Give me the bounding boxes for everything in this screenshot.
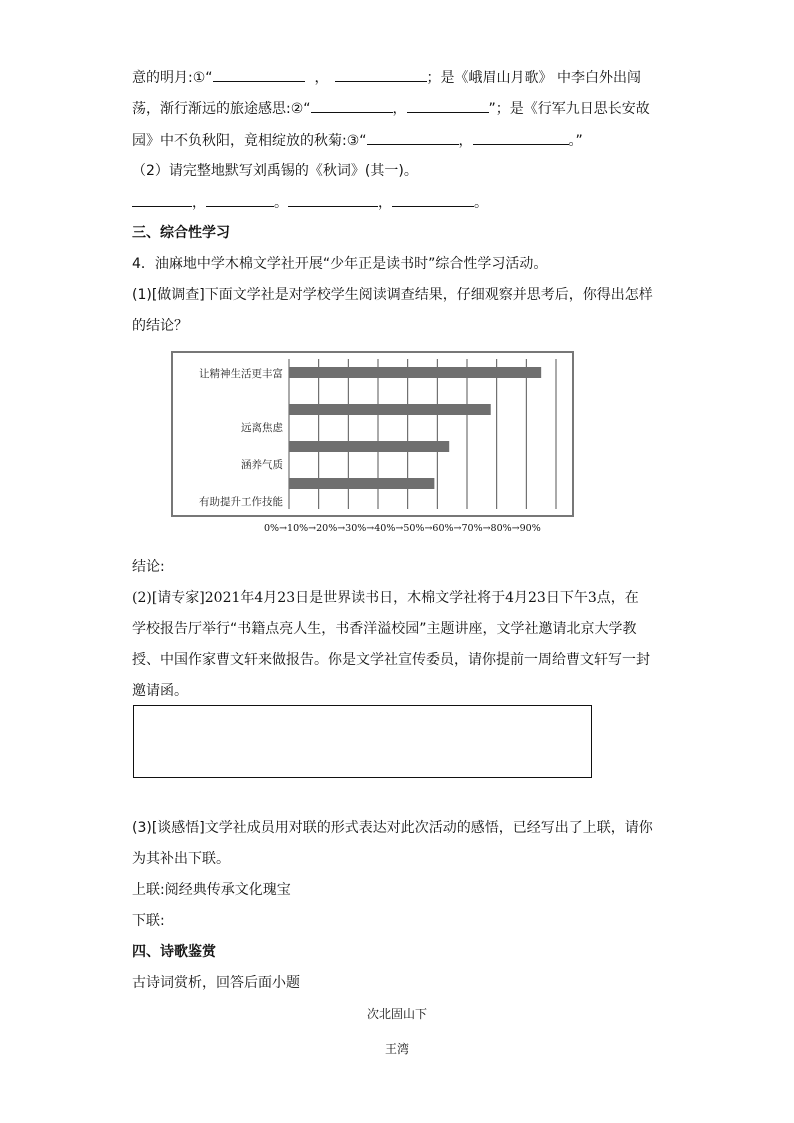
subq3-line2: 为其补出下联。 [132, 851, 230, 867]
subq2-line2: 学校报告厅举行“书籍点亮人生，书香洋溢校园”主题讲座，文学社邀请北京大学教 [132, 621, 637, 637]
answer-blank[interactable] [392, 192, 474, 207]
text: ；是《峨眉山月歌》 中李白外出闯 [426, 70, 641, 86]
poem-title: 次北固山下 [366, 1007, 427, 1021]
poem-author: 王湾 [384, 1042, 409, 1056]
question-2-prompt: （2）请完整地默写刘禹锡的《秋词》(其一)。 [132, 163, 418, 179]
text: 。” [568, 133, 583, 149]
category-label-2: 涵养气质 [241, 459, 283, 471]
invitation-answer-box[interactable] [133, 705, 592, 778]
answer-blank[interactable] [367, 130, 459, 145]
subq1-line2: 的结论？ [132, 318, 188, 334]
bar-2 [289, 441, 449, 452]
text: ， [314, 70, 329, 86]
poem-line-3 [132, 130, 583, 151]
text: 荡，渐行渐远的旅途感思:②“ [132, 101, 311, 117]
x-axis-tick-labels: 0%→10%→20%→30%→40%→50%→60%→70%→80%→90% [264, 523, 541, 534]
subq2-line1: (2)[请专家]2021年4月23日是世界读书日，木棉文学社将于4月23日下午3点，在 [132, 590, 639, 606]
category-label-1: 远离焦虑 [241, 422, 283, 434]
category-label-0: 让精神生活更丰富 [199, 368, 283, 380]
upper-couplet: 上联:阅经典传承文化瑰宝 [132, 882, 291, 898]
text: 园》中不负秋阳，竟相绽放的秋菊:③“ [132, 133, 367, 149]
text: 。 [474, 195, 488, 211]
answer-blank[interactable] [407, 98, 489, 113]
text: ， [392, 101, 407, 117]
answer-blank[interactable] [213, 67, 305, 82]
poem-line-2 [132, 98, 650, 119]
text: ， [458, 133, 473, 149]
text: 意的明月:①“ [132, 70, 213, 86]
answer-blank[interactable] [335, 67, 427, 82]
conclusion-label: 结论: [132, 559, 165, 575]
subq3-line1: (3)[谈感悟]文学社成员用对联的形式表达对此次活动的感悟，已经写出了上联，请你 [132, 820, 653, 836]
poem-line-1 [132, 67, 641, 88]
section-4-heading: 四、诗歌鉴赏 [132, 944, 216, 960]
poem-blanks-row [132, 192, 488, 213]
subq1-line1: (1)[做调查]下面文学社是对学校学生阅读调查结果，仔细观察并思考后，你得出怎样 [132, 287, 653, 303]
answer-blank[interactable] [206, 192, 274, 207]
subq2-line4: 邀请函。 [132, 683, 188, 699]
bar-1 [289, 404, 491, 415]
section-4-intro: 古诗词赏析，回答后面小题 [132, 975, 300, 991]
answer-blank[interactable] [311, 98, 393, 113]
text: 。 [274, 195, 288, 211]
answer-blank[interactable] [473, 130, 569, 145]
subq2-line3: 授、中国作家曹文轩来做报告。你是文学社宣传委员，请你提前一周给曹文轩写一封 [132, 652, 650, 668]
text: ， [192, 195, 206, 211]
bar-0 [289, 367, 541, 378]
text: ”；是《行军九日思长安故 [488, 101, 650, 117]
section-3-heading: 三、综合性学习 [132, 225, 230, 241]
category-label-3: 有助提升工作技能 [199, 496, 283, 508]
question-4-intro: 4．油麻地中学木棉文学社开展“少年正是读书时”综合性学习活动。 [132, 256, 548, 272]
answer-blank[interactable] [132, 192, 192, 207]
text: ， [378, 195, 392, 211]
bar-3 [289, 478, 434, 489]
lower-couplet-label: 下联: [132, 913, 165, 929]
chart-canvas [173, 353, 572, 515]
survey-bar-chart [171, 351, 574, 517]
answer-blank[interactable] [288, 192, 378, 207]
